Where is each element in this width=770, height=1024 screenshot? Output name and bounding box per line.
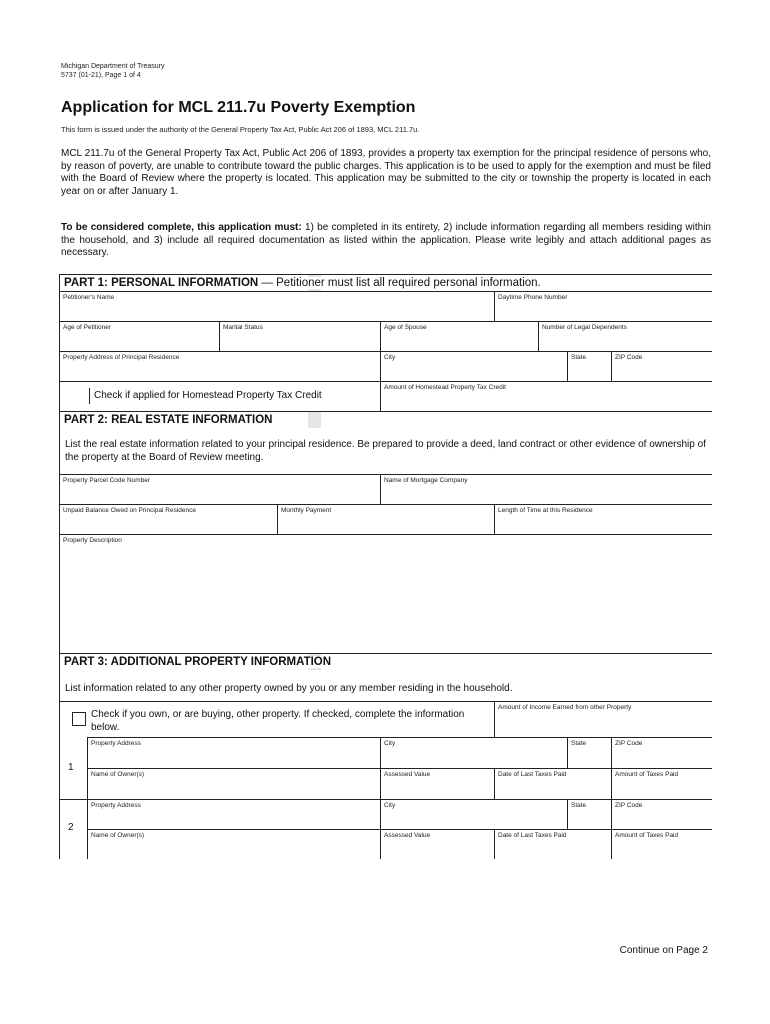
homestead-checkbox-label[interactable]: Check if applied for Homestead Property Tax Credit: [94, 390, 322, 401]
part2-header: [60, 412, 712, 428]
completion-requirements: [61, 222, 711, 260]
row-number: 2: [68, 822, 74, 833]
own-property-checkbox[interactable]: [72, 712, 86, 726]
form-number: 5737 (01-21), Page 1 of 4: [61, 72, 141, 79]
monthly-payment-label: Monthly Payment: [281, 507, 332, 514]
part2-instructions: List the real estate information related to your principal residence. Be prepared to provide a deed, land contract or other evidence of ownership of the property at the Board of Review meeting.: [65, 439, 706, 463]
legal-dependents-label: Number of Legal Dependents: [542, 324, 627, 331]
part1-header: [60, 275, 712, 291]
intro-paragraph: MCL 211.7u of the General Property Tax Act, Public Act 206 of 1893, provides a property tax exemption for the principal residence of persons who, by reason of poverty, are unable to contribute toward the public charges. This application is to be used to apply for the exemption and must be filed with the Board of Review where the property is located. This application may be submitted to the city or township the property is located in each year on or after January 1.: [61, 148, 711, 197]
row1-zip-label: ZIP Code: [615, 740, 643, 747]
completion-lead: To be considered complete, this application must:: [61, 222, 302, 233]
parcel-code-label: Property Parcel Code Number: [63, 477, 151, 484]
property-address-label: Property Address of Principal Residence: [63, 354, 180, 361]
row1-last-paid-label: Date of Last Taxes Paid: [498, 771, 567, 778]
form-header: [61, 62, 165, 80]
age-petitioner-label: Age of Petitioner: [63, 324, 112, 331]
row1-city-label: City: [384, 740, 396, 747]
authority-note: This form is issued under the authority of the General Property Tax Act, Public Act 206 of 1893, MCL 211.7u.: [61, 125, 420, 134]
zip-label: ZIP Code: [615, 354, 643, 361]
row2-assessed-label: Assessed Value: [384, 832, 431, 839]
row1-state-label: State: [571, 740, 587, 747]
row2-amount-paid-label: Amount of Taxes Paid: [615, 832, 679, 839]
row2-state-label: State: [571, 802, 587, 809]
own-property-label: Check if you own, or are buying, other property. If checked, complete the information below.: [91, 709, 465, 733]
age-spouse-label: Age of Spouse: [384, 324, 427, 331]
city-label: City: [384, 354, 396, 361]
row-number: 1: [68, 762, 74, 773]
row1-owners-label: Name of Owner(s): [91, 771, 145, 778]
state-label: State: [571, 354, 587, 361]
part2-title: PART 2: REAL ESTATE INFORMATION: [60, 414, 273, 426]
income-earned-label: Amount of Income Earned from other Property: [498, 704, 632, 711]
agency-name: Michigan Department of Treasury: [61, 63, 165, 70]
property-description-label: Property Description: [63, 537, 122, 544]
row2-address-label: Property Address: [91, 802, 141, 809]
part3-title: PART 3: ADDITIONAL PROPERTY INFORMATION: [60, 656, 331, 668]
marital-status-label: Marital Status: [223, 324, 263, 331]
homestead-amount-label: Amount of Homestead Property Tax Credit: [384, 384, 506, 391]
row2-last-paid-label: Date of Last Taxes Paid: [498, 832, 567, 839]
row1-address-label: Property Address: [91, 740, 141, 747]
row1-assessed-label: Assessed Value: [384, 771, 431, 778]
petitioner-name-label: Petitioner's Name: [63, 294, 115, 301]
unpaid-balance-label: Unpaid Balance Owed on Principal Residence: [63, 507, 196, 514]
part3-instructions: List information related to any other property owned by you or any member residing in the household.: [65, 683, 513, 694]
page-title: Application for MCL 211.7u Poverty Exemption: [61, 99, 416, 116]
application-form: [59, 274, 712, 859]
row2-owners-label: Name of Owner(s): [91, 832, 145, 839]
continue-note: Continue on Page 2: [619, 945, 708, 956]
part3-header: [60, 654, 712, 670]
part1-subtitle: — Petitioner must list all required personal information.: [258, 277, 541, 289]
completion-rest: 1) be completed in its entirety, 2) include information regarding all members residing within the household, and 3) include all required documentation as listed within the application. Please write legibly and attach additional pages as necessary.: [61, 222, 711, 258]
row2-zip-label: ZIP Code: [615, 802, 643, 809]
row2-city-label: City: [384, 802, 396, 809]
row1-amount-paid-label: Amount of Taxes Paid: [615, 771, 679, 778]
mortgage-company-label: Name of Mortgage Company: [384, 477, 468, 484]
length-of-time-label: Length of Time at this Residence: [498, 507, 593, 514]
part1-title: PART 1: PERSONAL INFORMATION: [60, 277, 258, 289]
daytime-phone-label: Daytime Phone Number: [498, 294, 568, 301]
